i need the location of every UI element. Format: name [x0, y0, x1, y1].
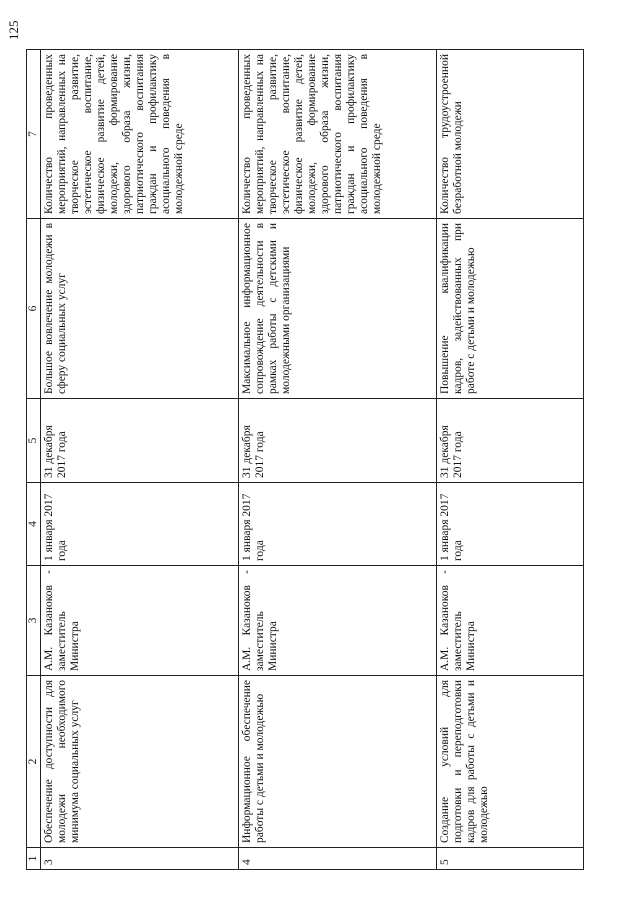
- header-cell-4: 4: [27, 483, 41, 566]
- row-number: 3: [41, 848, 239, 870]
- responsible-cell: А.М. Казаноков - заместитель Министра: [239, 566, 437, 676]
- header-cell-1: 1: [27, 848, 41, 870]
- indicator-cell: Количество проведенных мероприятий, направленных на творческое развитие, эстетическое воспитание, физическое развитие детей, молодежи, формирование здорового образа жизни, патриотического воспитания граждан и профилактику асоциального поведения в молодежной среде: [41, 50, 239, 219]
- table-row: [239, 50, 437, 870]
- page-number: 125: [6, 20, 21, 40]
- header-row: [27, 50, 41, 870]
- table-row: [437, 50, 584, 870]
- header-cell-5: 5: [27, 399, 41, 483]
- activity-cell: Информационное обеспечение работы с детьми и молодежью: [239, 676, 437, 848]
- end-date-cell: 31 декабря 2017 года: [437, 399, 584, 483]
- header-cell-7: 7: [27, 50, 41, 219]
- start-date-cell: 1 января 2017 года: [437, 483, 584, 566]
- rotated-page-content: [26, 50, 584, 870]
- header-cell-3: 3: [27, 566, 41, 676]
- header-cell-2: 2: [27, 676, 41, 848]
- plan-table: [26, 49, 584, 870]
- header-cell-6: 6: [27, 219, 41, 399]
- responsible-cell: А.М. Казаноков - заместитель Министра: [41, 566, 239, 676]
- start-date-cell: 1 января 2017 года: [239, 483, 437, 566]
- responsible-cell: А.М. Казаноков - заместитель Министра: [437, 566, 584, 676]
- indicator-cell: Количество трудоустроенной безработной молодежи: [437, 50, 584, 219]
- activity-cell: Создание условий для подготовки и переподготовки кадров для работы с детьми и молодежью: [437, 676, 584, 848]
- start-date-cell: 1 января 2017 года: [41, 483, 239, 566]
- activity-cell: Обеспечение доступности для молодежи необходимого минимума социальных услуг: [41, 676, 239, 848]
- result-cell: Большое вовлечение молодежи в сферу социальных услуг: [41, 219, 239, 399]
- end-date-cell: 31 декабря 2017 года: [41, 399, 239, 483]
- row-number: 5: [437, 848, 584, 870]
- indicator-cell: Количество проведенных мероприятий, направленных на творческое развитие, эстетическое воспитание, физическое развитие детей, молодежи, формирование здорового образа жизни, патриотического воспитания граждан и профилактику асоциального поведения в молодежной среде: [239, 50, 437, 219]
- row-number: 4: [239, 848, 437, 870]
- result-cell: Максимальное информационное сопровождение деятельности в рамках работы с детскими и молодежными организациями: [239, 219, 437, 399]
- end-date-cell: 31 декабря 2017 года: [239, 399, 437, 483]
- result-cell: Повышение квалификации кадров, задействованных при работе с детьми и молодежью: [437, 219, 584, 399]
- table-row: [41, 50, 239, 870]
